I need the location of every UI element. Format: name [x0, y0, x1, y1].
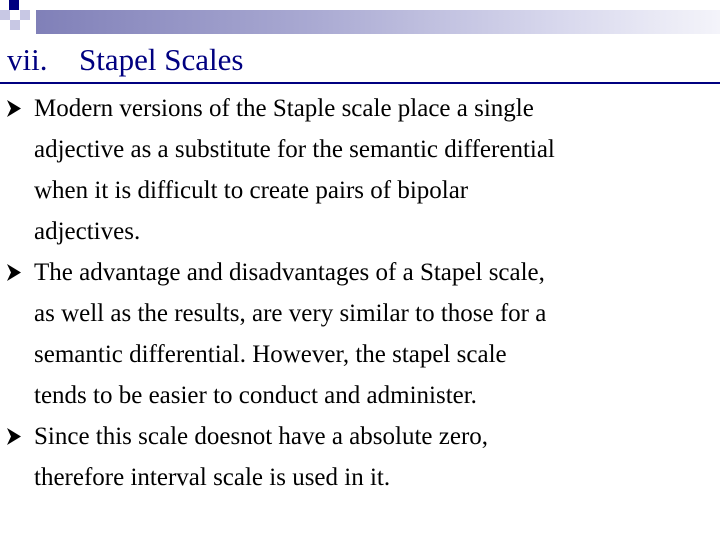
slide-title	[7, 40, 243, 80]
decor-square-light	[20, 10, 30, 20]
decor-gradient-bar	[36, 10, 720, 34]
bullet-item	[0, 252, 720, 416]
bullet-line: Modern versions of the Staple scale place a single	[34, 95, 534, 122]
slide-title-number: vii.	[7, 42, 48, 77]
decor-square-dark	[9, 0, 19, 10]
title-decoration	[0, 0, 720, 40]
arrowhead-bullet-icon	[7, 100, 21, 117]
bullet-item	[0, 88, 720, 252]
bullet-line: when it is difficult to create pairs of bipolar	[34, 177, 469, 204]
bullet-line: adjectives.	[34, 218, 141, 245]
decor-square-light	[0, 10, 10, 20]
bullet-line: semantic differential. However, the stapel scale	[34, 341, 507, 368]
bullet-list	[0, 88, 720, 498]
bullet-item	[0, 416, 720, 498]
bullet-line: therefore interval scale is used in it.	[34, 464, 391, 491]
bullet-line: as well as the results, are very similar to those for a	[34, 300, 547, 327]
bullet-line: tends to be easier to conduct and administer.	[34, 382, 477, 409]
slide-title-text: Stapel Scales	[79, 42, 244, 77]
bullet-line: The advantage and disadvantages of a Stapel scale,	[34, 259, 545, 286]
title-underline	[0, 82, 720, 84]
arrowhead-bullet-icon	[7, 428, 21, 445]
bullet-line: adjective as a substitute for the semantic differential	[34, 136, 555, 163]
bullet-line: Since this scale doesnot have a absolute zero,	[34, 423, 489, 450]
decor-square-light	[10, 20, 20, 30]
arrowhead-bullet-icon	[7, 264, 21, 281]
